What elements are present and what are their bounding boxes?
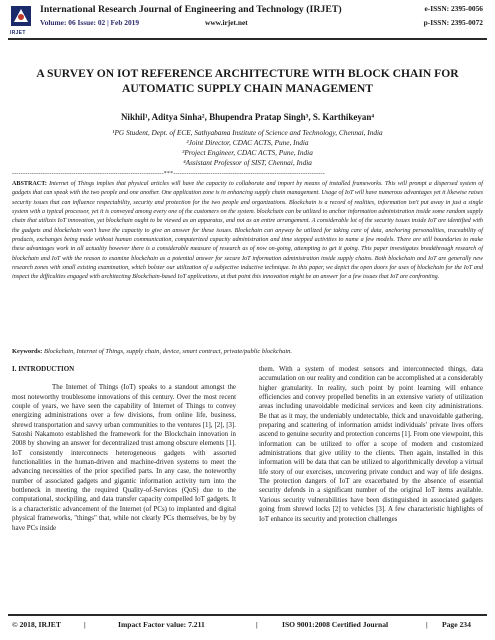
- keywords-text: Blockchain, Internet of Things, supply chain, device, smart contract, private/public blockchain.: [43, 348, 292, 355]
- logo-text: IRJET: [10, 30, 26, 36]
- footer-separator-2: |: [256, 620, 258, 629]
- header-divider: [8, 38, 487, 40]
- author-list: Nikhil¹, Aditya Sinha², Bhupendra Pratap Singh³, S. Karthikeyan⁴: [120, 112, 375, 122]
- section-heading-introduction: I. INTRODUCTION: [12, 365, 75, 373]
- journal-website-link[interactable]: www.irjet.net: [205, 18, 248, 27]
- affiliation-3: ³Project Engineer, CDAC ACTS, Pune, India: [182, 148, 313, 157]
- section-separator: ---------------------------------------------------------------------***---------------------------------------------------------------------: [12, 171, 325, 177]
- footer-separator-3: |: [426, 620, 428, 629]
- abstract-label: ABSTRACT:: [12, 181, 47, 187]
- left-column: [12, 365, 236, 533]
- footer-iso: ISO 9001:2008 Certified Journal: [282, 620, 389, 629]
- keywords-label: Keywords:: [12, 348, 43, 355]
- affiliation-4: ⁴Assistant Professor of SIST, Chennai, India: [183, 158, 312, 167]
- paper-title: A SURVEY ON IOT REFERENCE ARCHITECTURE WITH BLOCK CHAIN FOR AUTOMATIC SUPPLY CHAIN MANAGEMENT: [36, 67, 459, 95]
- p-issn: p-ISSN: 2395-0072: [423, 18, 483, 27]
- journal-header: [0, 0, 495, 58]
- intro-paragraph-left: The Internet of Things (IoT) speaks to a standout amongst the most noteworthy troublesome innovations of this century. Over the most recent couple of years, we have seen the capability of Internet of Things to convey energizing administrations over a few divisions, from online life, business, shrewd transportation and savvy urban communities to the ventures [1], [2], [3]. Satoshi Nakamoto established the framework for the Blockchain innovation in 2008 by showing an answer for decentralized trust among obscure elements [1]. IoT consistently interconnects heterogeneous gadgets with assorted functionalities in the human-driven and machine-driven systems to meet the advancing necessities of the prior specified parts. In any case, the noteworthy number of associated gadgets and gigantic information activity turn into the bottleneck in meeting the required Quality-of-Services (QoS) due to the computational, stockpiling, and data transfer capacity compelled IoT gadgets. It is a characteristic advancement of the Internet (of PCs) to implanted and digital physical frameworks, "things" that, while not clearly PCs themselves, be by by have PCs inside: [12, 384, 236, 532]
- irjet-logo-icon: [10, 4, 32, 30]
- footer-copyright: © 2018, IRJET: [12, 620, 61, 629]
- footer-impact-factor: Impact Factor value: 7.211: [118, 620, 205, 629]
- affiliation-1: ¹PG Student, Dept. of ECE, Sathyabama Institute of Science and Technology, Chennai, India: [112, 128, 383, 137]
- journal-title: International Research Journal of Engineering and Technology (IRJET): [40, 4, 342, 15]
- e-issn: e-ISSN: 2395-0056: [424, 4, 483, 13]
- footer-page-number: Page 234: [442, 620, 471, 629]
- footer-separator-1: |: [84, 620, 86, 629]
- volume-issue: Volume: 06 Issue: 02 | Feb 2019: [40, 18, 140, 27]
- keywords: [12, 348, 483, 355]
- right-column: [259, 365, 483, 524]
- footer-divider: [8, 614, 487, 616]
- abstract-text: Internet of Things implies that physical articles will have the capacity to collaborate and import by means of installed frameworks. This will prompt a dispersed system of gadgets that can speak with the two people and one another. One application zone is in enhancing supply chain management. Usage of IoT will have numerous advantages yet it likewise raises security issues that can influence respectability, security and protection for the two people and organizations. Blockchain is a record of realities, information isn't put away in just a single system with a typical processor, yet it is conveyed among every one of the customers on the system. blockchain can be utilized to anchor information administration inside some random supply chain that utilizes IoT innovation, yet blockchain ought to be viewed as an apparatus, and not as an entire arrangement. A considerable lot of the security issues inside IoT are identified with the gadgets and blockchain won't have the capacity to give an answer for these issues. Blockchain can anyway be utilized for taking care of data, anchoring personalities, traceability of products, exchanges being made without human communication, computerized capacity administration and time stepped activities to name a few models. There are still boundaries to make these advantages work in all actuality however there is a considerable measure of research as of now on-going, attempting to get it going. This paper investigates breakthrough research of blockchain and IoT with the reason to examine blockchain as a potential answer for secure IoT information administration inside supply chains. Both blockchain and IoT are generally new research zones with small existing examination, which bolster our utilization of a subjective inductive technique. In this paper, we depict the open doors for uses of blockchain for the IoT and inspect the difficulties engaged with architecting Blockchain-based IoT applications, at that point this innovation might be an answer for a few issues that IoT are confronting.: [12, 181, 483, 281]
- intro-paragraph-right: them. With a system of modest sensors and interconnected things, data accumulation on our reality and condition can be accomplished at a considerably higher granularity. In reality, such point by point learning will enhance efficiencies and convey propelled benefits in an extensive variety of utilization areas including unavoidable medicinal services and keen city administrations. Be that as it may, the undeniably undetectable, thick and unavoidable gathering, preparing and scattering of information amidst individuals' private lives offers ascend to genuine security and protection concerns [1]. From one viewpoint, this information can be utilized to offer a scope of modern and customized administrations that give utility to the clients. Then again, installed in this information will be data that can be utilized to algorithmically develop a virtual life story of our exercises, uncovering private conduct and way of life designs. The protection dangers of IoT are exacerbated by the absence of essential security defends in a significant number of the original IoT items available. Various security vulnerabilities have been distinguished in associated gadgets going from shrewd locks [2] to vehicles [3]. A few characteristic highlights of IoT enhance its security and protection challenges: [259, 366, 483, 523]
- abstract: [12, 180, 483, 283]
- affiliation-2: ²Joint Director, CDAC ACTS, Pune, India: [186, 138, 309, 147]
